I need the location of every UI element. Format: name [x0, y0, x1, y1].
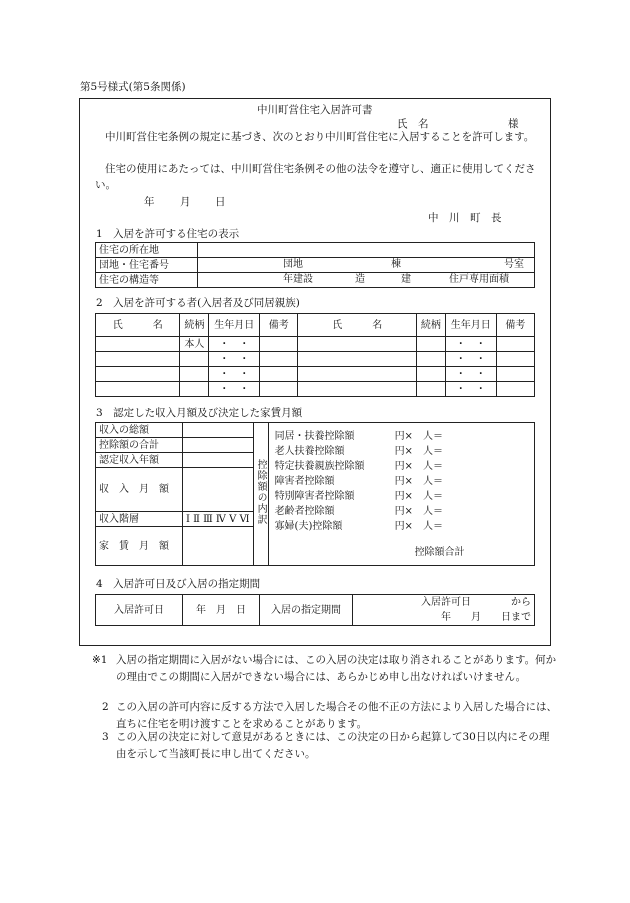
note-mark: 3: [102, 731, 109, 743]
date-month: 月: [180, 196, 191, 208]
table-row: [96, 243, 535, 258]
income-class-options: Ⅰ Ⅱ Ⅲ Ⅳ Ⅴ Ⅵ: [183, 512, 254, 527]
address-cell: [198, 243, 535, 258]
header-remarks: 備考: [496, 314, 534, 337]
page-title: 中川町営住宅入居許可書: [257, 104, 373, 116]
birthdate-cell: ・ ・: [209, 337, 260, 352]
structure-cell: [198, 273, 535, 288]
header-birthdate: 生年月日: [209, 314, 260, 337]
birthdate-cell: ・ ・: [209, 367, 260, 382]
note-mark: ※1: [92, 654, 108, 666]
deduction-row: 老人扶養控除額 円× 人＝: [274, 446, 443, 457]
deduction-row: 同居・扶養控除額 円× 人＝: [274, 431, 443, 442]
date-day: 日: [215, 196, 226, 208]
built-year-label: 年建設: [283, 274, 313, 285]
row-label: 収入階層: [96, 512, 183, 527]
birthdate-cell: ・ ・: [445, 337, 496, 352]
housing-number-cell: [198, 258, 535, 273]
section1-heading: 1 入居を許可する住宅の表示: [96, 228, 240, 240]
row-label: 収 入 月 額: [96, 468, 183, 512]
row-label: 控除額の合計: [96, 438, 183, 453]
area-label: 住戸専用面積: [449, 274, 509, 285]
header-name: 氏 名: [298, 314, 417, 337]
mune-label: 棟: [391, 259, 401, 270]
table-row: [96, 382, 535, 397]
danchi-label: 団地: [283, 259, 303, 270]
goshitsu-label: 号室: [504, 259, 524, 270]
row-label: 収入の総額: [96, 423, 183, 438]
body-paragraph-2: 住宅の使用にあたっては、中川町営住宅条例その他の法令を遵守し、適正に使用してください。: [95, 163, 536, 191]
deduction-row: 老齢者控除額 円× 人＝: [274, 506, 443, 517]
relation-self: 本人: [180, 337, 209, 352]
table-row: [96, 258, 535, 273]
row-label: 住宅の構造等: [96, 273, 198, 288]
birthdate-cell: ・ ・: [209, 352, 260, 367]
period-value: 入居許可日 から 年 月 日まで: [353, 595, 535, 626]
body-paragraph-1: 中川町営住宅条例の規定に基づき、次のとおり中川町営住宅に入居することを許可します。: [105, 131, 535, 143]
section2-heading: 2 入居を許可する者(入居者及び同居親族): [96, 297, 300, 309]
name-label: 氏 名: [397, 118, 429, 130]
table-row: [96, 595, 535, 626]
date-year: 年: [144, 196, 155, 208]
header-relation: 続柄: [416, 314, 445, 337]
period-table: [95, 594, 535, 626]
income-table: [95, 422, 535, 566]
deduction-total-label: 控除額合計: [414, 547, 465, 558]
header-birthdate: 生年月日: [445, 314, 496, 337]
sama-label: 様: [508, 118, 519, 130]
permit-date-label: 入居許可日: [96, 595, 183, 626]
section4-heading: 4 入居許可日及び入居の指定期間: [96, 578, 261, 590]
deduction-row: 特定扶養親族控除額 円× 人＝: [274, 461, 443, 472]
housing-table: [95, 242, 535, 288]
note-text: 入居の指定期間に入居がない場合には、この入居の決定は取り消されることがあります。何かの理由でこの期間に入居ができない場合には、あらかじめ申し出なければいけません。: [116, 654, 557, 683]
residents-table: [95, 313, 535, 397]
floors-label: 建: [401, 274, 411, 285]
table-row: [96, 337, 535, 352]
deduction-row: 障害者控除額 円× 人＝: [274, 476, 443, 487]
section3-heading: 3 認定した収入月額及び決定した家賃月額: [96, 407, 303, 419]
deduction-breakdown-cell: [268, 423, 534, 566]
birthdate-cell: ・ ・: [445, 352, 496, 367]
header-relation: 続柄: [180, 314, 209, 337]
note-3: [92, 729, 557, 763]
note-2: [92, 699, 557, 733]
header-remarks: 備考: [260, 314, 298, 337]
row-label: 団地・住宅番号: [96, 258, 198, 273]
issuer-name: 中 川 町 長: [428, 212, 502, 224]
deduction-row: 寡婦(夫)控除額 円× 人＝: [274, 521, 443, 532]
note-mark: 2: [102, 701, 109, 713]
deduction-breakdown-label: 控除額の内訳: [253, 423, 268, 566]
permit-date-value: 年 月 日: [183, 595, 260, 626]
birthdate-cell: ・ ・: [209, 382, 260, 397]
row-label: 住宅の所在地: [96, 243, 198, 258]
row-label: 認定収入年額: [96, 453, 183, 468]
form-number-label: 第5号様式(第5条関係): [80, 81, 186, 93]
construction-label: 造: [355, 274, 365, 285]
note-text: この入居の許可内容に反する方法で入居した場合その他不正の方法により入居した場合には、直ちに住宅を明け渡すことを求めることがあります。: [116, 701, 557, 730]
row-label: 家 賃 月 額: [96, 527, 183, 566]
note-1: [92, 652, 557, 686]
table-row: [96, 423, 535, 438]
birthdate-cell: ・ ・: [445, 382, 496, 397]
deduction-row: 特別障害者控除額 円× 人＝: [274, 491, 443, 502]
birthdate-cell: ・ ・: [445, 367, 496, 382]
period-label: 入居の指定期間: [260, 595, 353, 626]
table-row: [96, 273, 535, 288]
header-name: 氏 名: [96, 314, 180, 337]
table-row: [96, 352, 535, 367]
note-text: この入居の決定に対して意見があるときには、この決定の日から起算して30日以内にその理由を示して当該町長に申し出てください。: [116, 731, 550, 760]
table-row: [96, 367, 535, 382]
table-header-row: [96, 314, 535, 337]
